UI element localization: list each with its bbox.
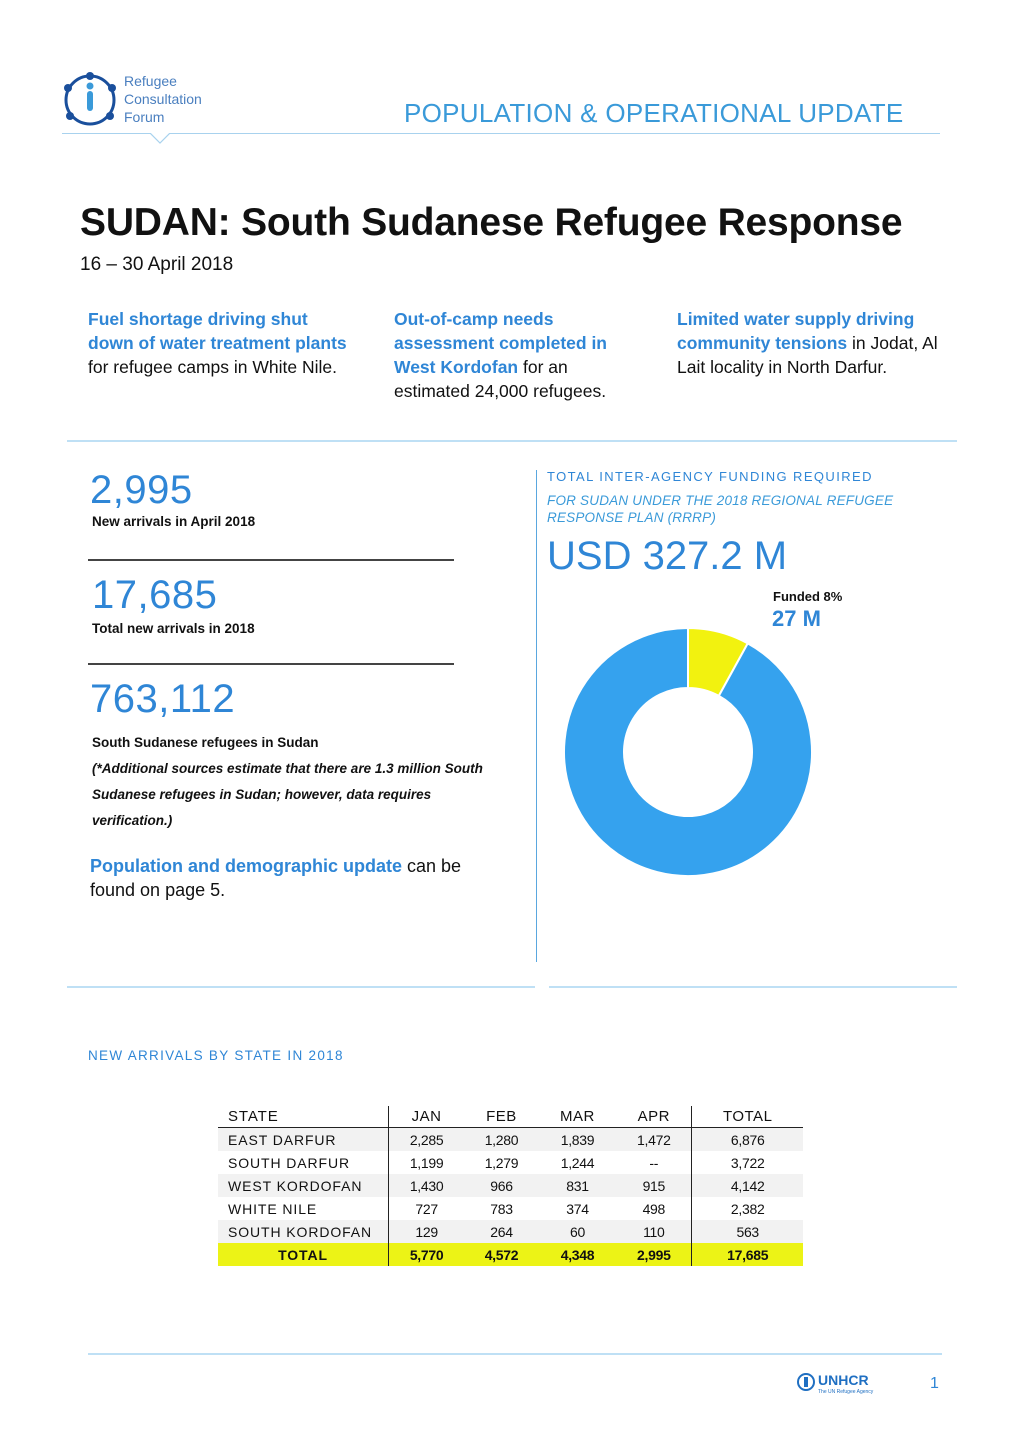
cell: 1,244 <box>560 1154 595 1171</box>
caret-down-icon <box>150 133 170 153</box>
cell-state: EAST DARFUR <box>218 1128 389 1152</box>
table-row <box>218 1220 803 1243</box>
col-header-jan: JAN <box>389 1106 465 1128</box>
table-row <box>218 1128 803 1152</box>
cell-state: SOUTH KORDOFAN <box>218 1220 389 1243</box>
highlight-2 <box>394 307 644 403</box>
cell-total: 6,876 <box>692 1128 803 1152</box>
donut-slice-unfunded <box>564 628 812 876</box>
col-header-total: TOTAL <box>692 1106 803 1128</box>
cell: 727 <box>389 1197 465 1220</box>
header-divider <box>62 133 940 134</box>
population-note <box>90 854 510 902</box>
highlight-rest: for an estimated 24,000 refugees. <box>394 357 607 401</box>
stat-refugees-note: (*Additional sources estimate that there are 1.3 million South Sudanese refugees in Sudan; however, data requires verification.) <box>92 761 483 828</box>
cell-state: WEST KORDOFAN <box>218 1174 389 1197</box>
cell: 1,279 <box>484 1154 519 1171</box>
unhcr-logo-text: UNHCR <box>818 1372 869 1388</box>
highlight-1 <box>88 307 348 379</box>
report-date: 16 – 30 April 2018 <box>80 254 234 275</box>
cell: 4,348 <box>539 1243 616 1266</box>
header-title: POPULATION & OPERATIONAL UPDATE <box>404 98 904 128</box>
highlight-bold: Out-of-camp needs assessment completed in West Kordofan <box>394 309 607 377</box>
highlight-bold: Limited water supply driving community tensions <box>677 309 915 353</box>
highlight-rest: for refugee camps in White Nile. <box>88 357 337 377</box>
table-header-row <box>218 1106 803 1128</box>
section-divider <box>67 440 957 442</box>
stat-refugees-label: South Sudanese refugees in Sudan <box>92 735 319 750</box>
stat-divider <box>88 663 454 665</box>
section-divider <box>67 986 535 988</box>
stat-divider <box>88 559 454 561</box>
funded-value: 27 M <box>772 606 821 631</box>
col-header-mar: MAR <box>539 1106 616 1128</box>
cell: 264 <box>464 1220 539 1243</box>
cell-state: SOUTH DARFUR <box>228 1154 351 1171</box>
stat-refugees-value: 763,112 <box>90 677 236 721</box>
funding-title: TOTAL INTER-AGENCY FUNDING REQUIRED <box>547 469 873 484</box>
page-title: SUDAN: South Sudanese Refugee Response <box>80 201 903 244</box>
funding-subtitle: FOR SUDAN UNDER THE 2018 REGIONAL REFUGEE RESPONSE PLAN (RRRP) <box>547 493 894 525</box>
column-divider <box>536 470 537 962</box>
cell: 5,770 <box>389 1243 465 1266</box>
highlight-3 <box>677 307 957 379</box>
cell: 2,995 <box>616 1243 692 1266</box>
cell: 498 <box>642 1200 666 1217</box>
stat-total-arrivals-value: 17,685 <box>92 573 218 617</box>
cell: 966 <box>464 1174 539 1197</box>
cell: 129 <box>389 1220 465 1243</box>
cell-state: WHITE NILE <box>228 1200 318 1217</box>
unhcr-logo <box>796 1371 892 1395</box>
cell: 915 <box>616 1174 692 1197</box>
col-header-feb: FEB <box>464 1106 539 1128</box>
cell: 1,839 <box>539 1128 616 1152</box>
table-total-row <box>218 1243 803 1266</box>
table-row <box>218 1174 803 1197</box>
logo-line: Forum <box>124 109 165 125</box>
page-number: 1 <box>930 1375 939 1392</box>
logo-line: Refugee <box>124 73 177 89</box>
cell: 110 <box>616 1220 692 1243</box>
cell: 4,572 <box>464 1243 539 1266</box>
cell: 1,199 <box>389 1151 465 1174</box>
unhcr-logo-tagline: The UN Refugee Agency <box>818 1389 874 1395</box>
funded-label: Funded 8% <box>773 589 843 604</box>
cell: 1,472 <box>616 1128 692 1152</box>
highlight-rest: in Jodat, Al Lait locality in North Darfur. <box>677 333 938 377</box>
footer-divider <box>88 1353 942 1355</box>
cell: -- <box>649 1154 659 1171</box>
table-row <box>218 1197 803 1220</box>
cell: 831 <box>539 1174 616 1197</box>
arrivals-table <box>218 1106 803 1266</box>
funding-amount: USD 327.2 M <box>547 534 788 578</box>
cell: 783 <box>490 1200 513 1217</box>
population-note-rest: can be found on page 5. <box>90 856 462 900</box>
cell-grand-total: 17,685 <box>692 1243 803 1266</box>
section-divider <box>549 986 957 988</box>
logo-text <box>124 72 202 126</box>
funding-donut-chart <box>560 624 816 880</box>
cell: 1,430 <box>389 1174 465 1197</box>
cell: 374 <box>566 1200 589 1217</box>
cell-total: 2,382 <box>692 1197 803 1220</box>
cell-total: 3,722 <box>692 1151 803 1174</box>
stat-new-arrivals-april-label: New arrivals in April 2018 <box>92 514 256 529</box>
stat-total-arrivals-label: Total new arrivals in 2018 <box>92 621 255 636</box>
cell: 2,285 <box>389 1128 465 1152</box>
cell: 1,280 <box>464 1128 539 1152</box>
table-caption: NEW ARRIVALS BY STATE IN 2018 <box>88 1048 344 1063</box>
cell-total: 4,142 <box>692 1174 803 1197</box>
cell-total: 563 <box>692 1220 803 1243</box>
highlight-bold: Fuel shortage driving shut down of water treatment plants <box>88 309 347 353</box>
col-header-apr: APR <box>616 1106 692 1128</box>
col-header-state: STATE <box>218 1106 389 1128</box>
logo-line: Consultation <box>124 91 202 107</box>
stat-new-arrivals-april-value: 2,995 <box>90 468 193 512</box>
population-note-link[interactable]: Population and demographic update <box>90 856 403 876</box>
cell: 60 <box>539 1220 616 1243</box>
cell-total-label: TOTAL <box>218 1243 389 1266</box>
table-row <box>218 1151 803 1174</box>
